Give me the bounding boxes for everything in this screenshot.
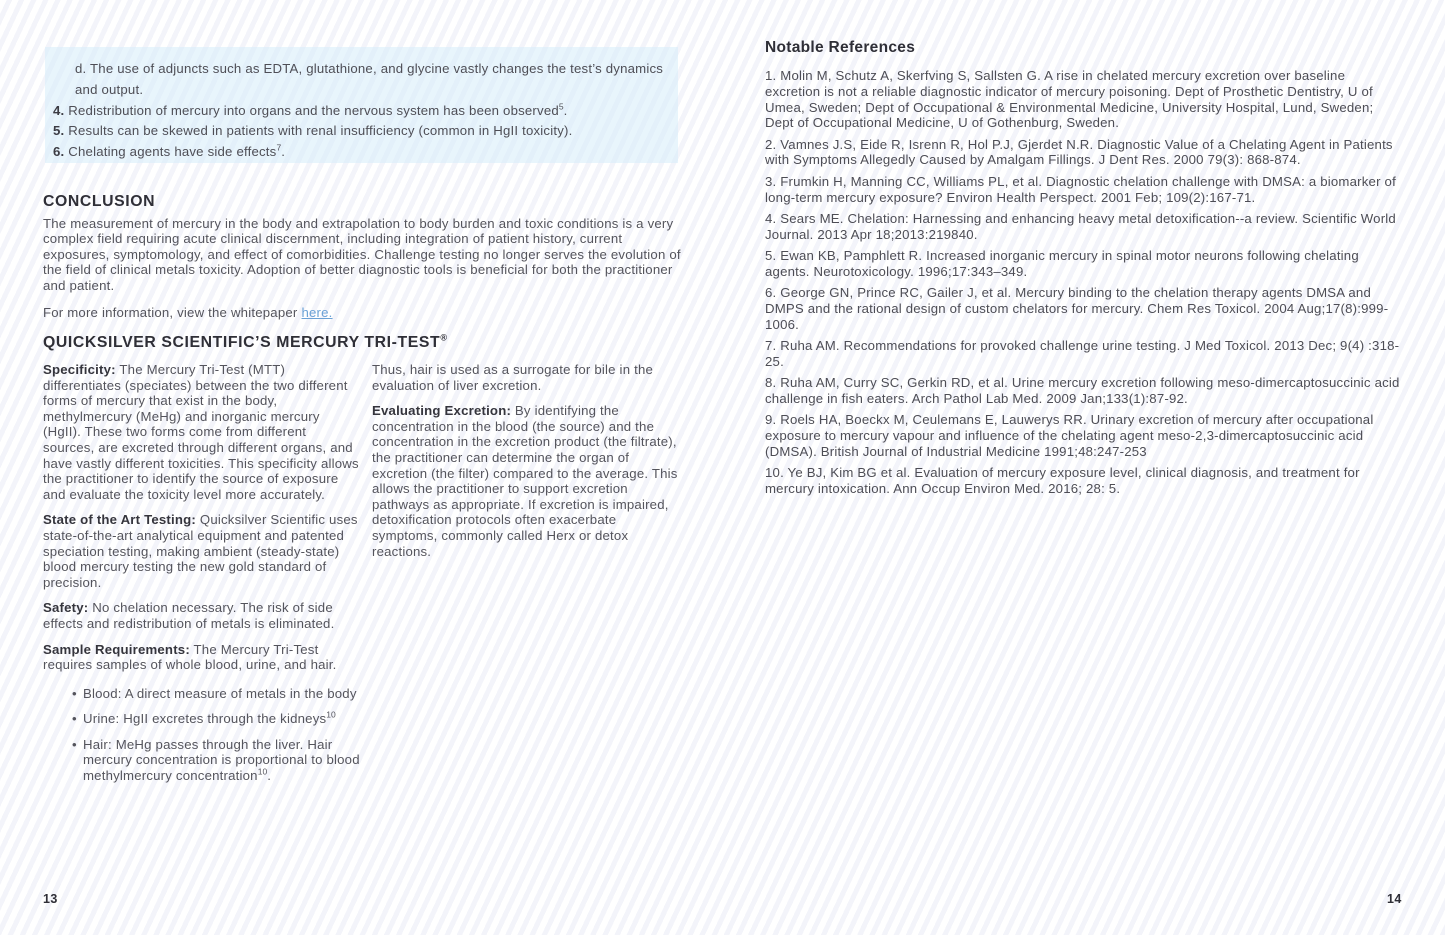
bullet-text: Hair: MeHg passes through the liver. Hair mercury concentration is proportional to blood methylmercury concentration bbox=[83, 736, 360, 784]
tritest-column-left bbox=[43, 362, 361, 794]
tritest-paragraph bbox=[43, 512, 361, 590]
callout-item-marker: d. bbox=[75, 61, 87, 76]
bullet-marker: • bbox=[72, 685, 77, 701]
tritest-paragraph bbox=[372, 403, 684, 559]
reference-item: 2. Vamnes J.S, Eide R, Isrenn R, Hol P.J, Gjerdet N.R. Diagnostic Value of a Chelating Agent in Patients with Symptoms Allegedly Caused by Amalgam Fillings. J Dent Res. 2000 79(3): 868-874. bbox=[765, 136, 1393, 168]
footnote-superscript: 7 bbox=[276, 142, 282, 153]
callout-item-tail: . bbox=[563, 102, 568, 118]
callout-item bbox=[75, 59, 668, 101]
tritest-column-right bbox=[372, 362, 684, 569]
tritest-heading bbox=[43, 334, 448, 352]
page-number-left: 13 bbox=[43, 892, 58, 906]
reference-item: 8. Ruha AM, Curry SC, Gerkin RD, et al. Urine mercury excretion following meso-dimercaptosuccinic acid challenge in fish eaters. Arch Pathol Lab Med. 2009 Jan;133(1):87-92. bbox=[765, 375, 1400, 406]
page-number-right: 14 bbox=[1387, 892, 1402, 906]
sample-bullet-list bbox=[72, 686, 361, 784]
callout-item-tail: . bbox=[281, 144, 286, 160]
callout-item-marker: 6. bbox=[53, 144, 65, 160]
paragraph-label: Evaluating Excretion: bbox=[372, 403, 512, 419]
bullet-marker: • bbox=[72, 736, 77, 752]
paragraph-text: Quicksilver Scientific uses state-of-the-art analytical equipment and patented speciation testing, making ambient (steady-state) blood mercury testing the new gold standard of precision. bbox=[43, 512, 358, 590]
conclusion-paragraph: The measurement of mercury in the body and extrapolation to body burden and toxic conditions is a very complex field requiring acute clinical discernment, including integration of patient history, current exposures, symptomology, and effect of comorbidities. Challenge testing no longer serves the evolution of the field of clinical metals toxicity. Adoption of better diagnostic tools is beneficial for both the practitioner and patient. bbox=[43, 216, 681, 293]
list-item bbox=[72, 711, 361, 727]
callout-item-text: Results can be skewed in patients with renal insufficiency (common in HgII toxicity). bbox=[68, 123, 573, 139]
bullet-marker: • bbox=[72, 711, 77, 727]
list-item bbox=[72, 686, 361, 702]
reference-item: 10. Ye BJ, Kim BG et al. Evaluation of mercury exposure level, clinical diagnosis, and treatment for mercury intoxication. Ann Occup Environ Med. 2016; 28: 5. bbox=[765, 465, 1360, 496]
list-item bbox=[72, 737, 361, 784]
footnote-superscript: 10 bbox=[257, 766, 268, 777]
bullet-text: Blood: A direct measure of metals in the body bbox=[83, 685, 357, 701]
tritest-paragraph bbox=[43, 642, 361, 673]
callout-item bbox=[53, 142, 668, 163]
tritest-paragraph bbox=[372, 362, 684, 393]
paragraph-text: The Mercury Tri-Test requires samples of whole blood, urine, and hair. bbox=[43, 641, 337, 673]
paragraph-label: Safety: bbox=[43, 600, 89, 616]
more-info-line bbox=[43, 305, 333, 320]
tritest-paragraph bbox=[43, 600, 361, 631]
callout-item-marker: 5. bbox=[53, 123, 65, 139]
tritest-heading-text: QUICKSILVER SCIENTIFIC’S MERCURY TRI-TEST bbox=[43, 334, 441, 351]
callout-item-text: Redistribution of mercury into organs and the nervous system has been observed bbox=[68, 102, 559, 118]
paragraph-label: Sample Requirements: bbox=[43, 641, 190, 657]
reference-item: 9. Roels HA, Boeckx M, Ceulemans E, Lauwerys RR. Urinary excretion of mercury after occupational exposure to mercury vapour and influence of the chelating agent meso-2,3-dimercaptosuccinic acid (DMSA). British Journal of Industrial Medicine 1991;48:247-253 bbox=[765, 412, 1374, 459]
reference-item: 6. George GN, Prince RC, Gailer J, et al. Mercury binding to the chelation therapy agents DMSA and DMPS and the rational design of custom chelators for mercury. Chem Res Toxicol. 2004 Aug;17(8):999-1006. bbox=[765, 285, 1389, 332]
whitepaper-link[interactable]: here. bbox=[301, 305, 333, 320]
reference-item: 4. Sears ME. Chelation: Harnessing and enhancing heavy metal detoxification--a review. Scientific World Journal. 2013 Apr 18;2013:219840. bbox=[765, 210, 1396, 242]
footnote-superscript: 5 bbox=[558, 101, 564, 112]
references-heading: Notable References bbox=[765, 39, 916, 56]
tritest-paragraph bbox=[43, 362, 361, 502]
paragraph-text: No chelation necessary. The risk of side effects and redistribution of metals is eliminated. bbox=[43, 600, 335, 631]
conclusion-heading: CONCLUSION bbox=[43, 193, 156, 210]
callout-item-text: The use of adjuncts such as EDTA, glutathione, and glycine vastly changes the test’s dynamics and output. bbox=[75, 61, 664, 97]
callout-item bbox=[53, 121, 668, 142]
paragraph-text: By identifying the concentration in the blood (the source) and the concentration in the excretion product (the filtrate), the practitioner can determine the organ of excretion (the filter) compared to the average. This allows the practitioner to support excretion pathways as appropriate. If excretion is impaired, detoxification protocols often exacerbate symptoms, commonly called Herx or detox reactions. bbox=[372, 403, 678, 559]
registered-trademark-symbol: ® bbox=[440, 332, 448, 343]
reference-item: 3. Frumkin H, Manning CC, Williams PL, et al. Diagnostic chelation challenge with DMSA: a biomarker of long-term mercury exposure? Environ Health Perspect. 2001 Feb; 109(2):167-71. bbox=[765, 173, 1396, 205]
paragraph-text: Thus, hair is used as a surrogate for bile in the evaluation of liver excretion. bbox=[372, 362, 654, 393]
callout-item bbox=[53, 101, 668, 122]
reference-item: 1. Molin M, Schutz A, Skerfving S, Sallsten G. A rise in chelated mercury excretion over baseline excretion is not a reliable diagnostic indicator of mercury poisoning. Dept of Prosthetic Dentistry, U of Umea, Sweden; Dept of Occupational & Environmental Medicine, University Hospital, Lund, Sweden; Dept of Occupational Medicine, U of Gothenburg, Sweden. bbox=[765, 68, 1374, 131]
paragraph-label: State of the Art Testing: bbox=[43, 512, 196, 528]
callout-box bbox=[45, 47, 678, 163]
footnote-superscript: 10 bbox=[326, 709, 336, 720]
references-list bbox=[765, 68, 1403, 502]
reference-item: 5. Ewan KB, Pamphlett R. Increased inorganic mercury in spinal motor neurons following chelating agents. Neurotoxicology. 1996;17:343–349. bbox=[765, 247, 1359, 279]
more-info-text: For more information, view the whitepaper bbox=[43, 305, 298, 320]
bullet-tail: . bbox=[267, 768, 272, 784]
paragraph-label: Specificity: bbox=[43, 362, 116, 377]
callout-item-text: Chelating agents have side effects bbox=[68, 144, 277, 160]
paragraph-text: The Mercury Tri-Test (MTT) differentiates (speciates) between the two different forms of mercury that exist in the body, methylmercury (MeHg) and inorganic mercury (HgII). These two forms come from different sources, are excreted through different organs, and have vastly different toxicities. This specificity allows the practitioner to identify the source of exposure and evaluate the toxicity level more accurately. bbox=[43, 362, 359, 502]
callout-item-marker: 4. bbox=[53, 102, 65, 118]
reference-item: 7. Ruha AM. Recommendations for provoked challenge urine testing. J Med Toxicol. 2013 Dec; 9(4) :318-25. bbox=[765, 337, 1400, 369]
bullet-text: Urine: HgII excretes through the kidneys bbox=[83, 711, 327, 727]
